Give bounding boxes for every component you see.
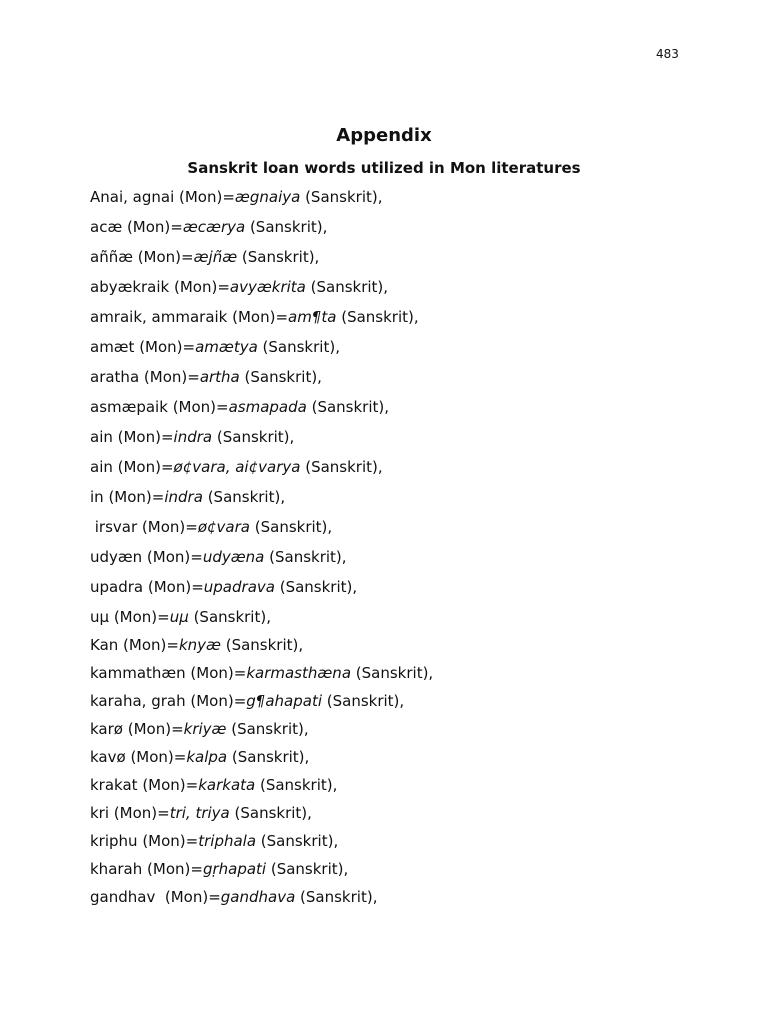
mon-label: (Mon)= (109, 804, 170, 822)
mon-term: ain (90, 428, 113, 446)
mon-term: kammathæn (90, 664, 186, 682)
sanskrit-term: upadrava (203, 578, 275, 596)
glossary-entry (90, 217, 710, 237)
sanskrit-label: (Sanskrit), (188, 608, 271, 626)
sanskrit-term: kalpa (186, 748, 228, 766)
sanskrit-label: (Sanskrit), (249, 518, 333, 536)
mon-label: (Mon)= (137, 832, 199, 850)
mon-term: Kan (90, 636, 119, 654)
mon-term: karaha, grah (90, 692, 186, 710)
mon-label: (Mon)= (132, 248, 194, 266)
sanskrit-label: (Sanskrit), (300, 188, 383, 206)
page-subtitle: Sanskrit loan words utilized in Mon literatures (187, 159, 581, 177)
glossary-entry (90, 663, 710, 683)
mon-label: (Mon)= (185, 692, 247, 710)
mon-term: kri (90, 804, 110, 822)
glossary-entry (90, 803, 710, 823)
mon-term: karø (90, 720, 123, 738)
mon-term: aratha (90, 368, 140, 386)
mon-term: kharah (90, 860, 143, 878)
sanskrit-term: triphala (198, 832, 257, 850)
mon-label: (Mon)= (139, 368, 200, 386)
sanskrit-term: indra (173, 428, 213, 446)
glossary-entry (90, 831, 710, 851)
glossary-entry (90, 775, 710, 795)
glossary-entry (90, 337, 710, 357)
sanskrit-label: (Sanskrit), (264, 548, 347, 566)
mon-label: (Mon)= (122, 720, 184, 738)
sanskrit-label: (Sanskrit), (226, 720, 309, 738)
mon-label: (Mon)= (125, 748, 187, 766)
mon-term: aññæ (90, 248, 133, 266)
mon-label: (Mon)= (122, 218, 183, 236)
glossary-entry (90, 747, 710, 767)
mon-term: krakat (90, 776, 138, 794)
glossary-entry (90, 307, 710, 327)
mon-label: (Mon)= (174, 188, 235, 206)
sanskrit-term: am¶ta (288, 308, 337, 326)
mon-term: udyæn (90, 548, 143, 566)
mon-label: (Mon)= (142, 548, 203, 566)
glossary-entry (90, 547, 710, 567)
sanskrit-label: (Sanskrit), (202, 488, 286, 506)
mon-label: (Mon)= (112, 458, 174, 476)
glossary-entry (90, 397, 710, 417)
glossary-entry (90, 859, 710, 879)
sanskrit-term: æcærya (182, 218, 246, 236)
mon-term: acæ (90, 218, 123, 236)
sanskrit-term: artha (199, 368, 240, 386)
sanskrit-term: karkata (198, 776, 256, 794)
mon-label: (Mon)= (142, 860, 203, 878)
sanskrit-label: (Sanskrit), (229, 804, 312, 822)
sanskrit-label: (Sanskrit), (322, 692, 405, 710)
glossary-list (90, 187, 710, 907)
sanskrit-term: knyæ (178, 636, 221, 654)
glossary-entry (90, 517, 710, 537)
mon-term: kavø (90, 748, 126, 766)
sanskrit-label: (Sanskrit), (306, 398, 390, 416)
sanskrit-term: gandhava (220, 888, 296, 906)
sanskrit-label: (Sanskrit), (220, 636, 304, 654)
mon-label: (Mon)= (143, 578, 204, 596)
mon-label: (Mon)= (134, 338, 196, 356)
mon-term: Anai, agnai (90, 188, 175, 206)
sanskrit-term: ægnaiya (234, 188, 301, 206)
glossary-entry (90, 719, 710, 739)
mon-term: amæt (90, 338, 135, 356)
mon-label: (Mon)= (227, 308, 289, 326)
sanskrit-label: (Sanskrit), (305, 278, 389, 296)
mon-term: irsvar (90, 518, 138, 536)
sanskrit-label: (Sanskrit), (351, 664, 434, 682)
glossary-entry (90, 577, 710, 597)
sanskrit-term: gṛhapati (202, 860, 267, 878)
mon-label: (Mon)= (103, 488, 165, 506)
sanskrit-label: (Sanskrit), (274, 578, 358, 596)
mon-label: (Mon)= (167, 398, 229, 416)
mon-label: (Mon)= (160, 888, 221, 906)
sanskrit-label: (Sanskrit), (295, 888, 378, 906)
glossary-entry (90, 457, 710, 477)
sanskrit-term: asmapada (228, 398, 307, 416)
sanskrit-term: amætya (195, 338, 258, 356)
mon-term: kriphu (90, 832, 138, 850)
mon-term: in (90, 488, 104, 506)
sanskrit-label: (Sanskrit), (257, 338, 340, 356)
mon-label: (Mon)= (169, 278, 230, 296)
sanskrit-term: karmasthæna (246, 664, 352, 682)
mon-term: upadra (90, 578, 144, 596)
mon-label: (Mon)= (185, 664, 247, 682)
mon-term: gandhav (90, 888, 161, 906)
sanskrit-label: (Sanskrit), (239, 368, 322, 386)
sanskrit-term: avyækrita (229, 278, 306, 296)
sanskrit-label: (Sanskrit), (237, 248, 320, 266)
page-number: 483 (656, 47, 679, 61)
sanskrit-term: kriyæ (183, 720, 227, 738)
sanskrit-label: (Sanskrit), (212, 428, 295, 446)
sanskrit-label: (Sanskrit), (266, 860, 349, 878)
sanskrit-label: (Sanskrit), (227, 748, 310, 766)
glossary-entry (90, 277, 710, 297)
sanskrit-term: uµ (169, 608, 189, 626)
sanskrit-term: ø¢vara, ai¢varya (173, 458, 301, 476)
glossary-entry (90, 367, 710, 387)
mon-term: uµ (90, 608, 110, 626)
sanskrit-term: ø¢vara (197, 518, 250, 536)
sanskrit-label: (Sanskrit), (245, 218, 328, 236)
glossary-entry (90, 607, 710, 627)
mon-label: (Mon)= (137, 518, 198, 536)
sanskrit-label: (Sanskrit), (255, 776, 338, 794)
glossary-entry (90, 247, 710, 267)
sanskrit-term: udyæna (202, 548, 265, 566)
mon-label: (Mon)= (109, 608, 170, 626)
sanskrit-term: æjñæ (193, 248, 238, 266)
page-title: Appendix (336, 125, 432, 146)
sanskrit-term: g¶ahapati (246, 692, 322, 710)
glossary-entry (90, 691, 710, 711)
mon-term: asmæpaik (90, 398, 168, 416)
mon-term: ain (90, 458, 113, 476)
mon-label: (Mon)= (112, 428, 174, 446)
glossary-entry (90, 887, 710, 907)
glossary-entry (90, 427, 710, 447)
sanskrit-label: (Sanskrit), (300, 458, 383, 476)
glossary-entry (90, 487, 710, 507)
glossary-entry (90, 635, 710, 655)
mon-label: (Mon)= (118, 636, 179, 654)
mon-term: amraik, ammaraik (90, 308, 228, 326)
mon-term: abyækraik (90, 278, 170, 296)
sanskrit-label: (Sanskrit), (256, 832, 339, 850)
sanskrit-label: (Sanskrit), (336, 308, 419, 326)
sanskrit-term: tri, triya (169, 804, 230, 822)
sanskrit-term: indra (164, 488, 203, 506)
mon-label: (Mon)= (137, 776, 199, 794)
glossary-entry (90, 187, 710, 207)
